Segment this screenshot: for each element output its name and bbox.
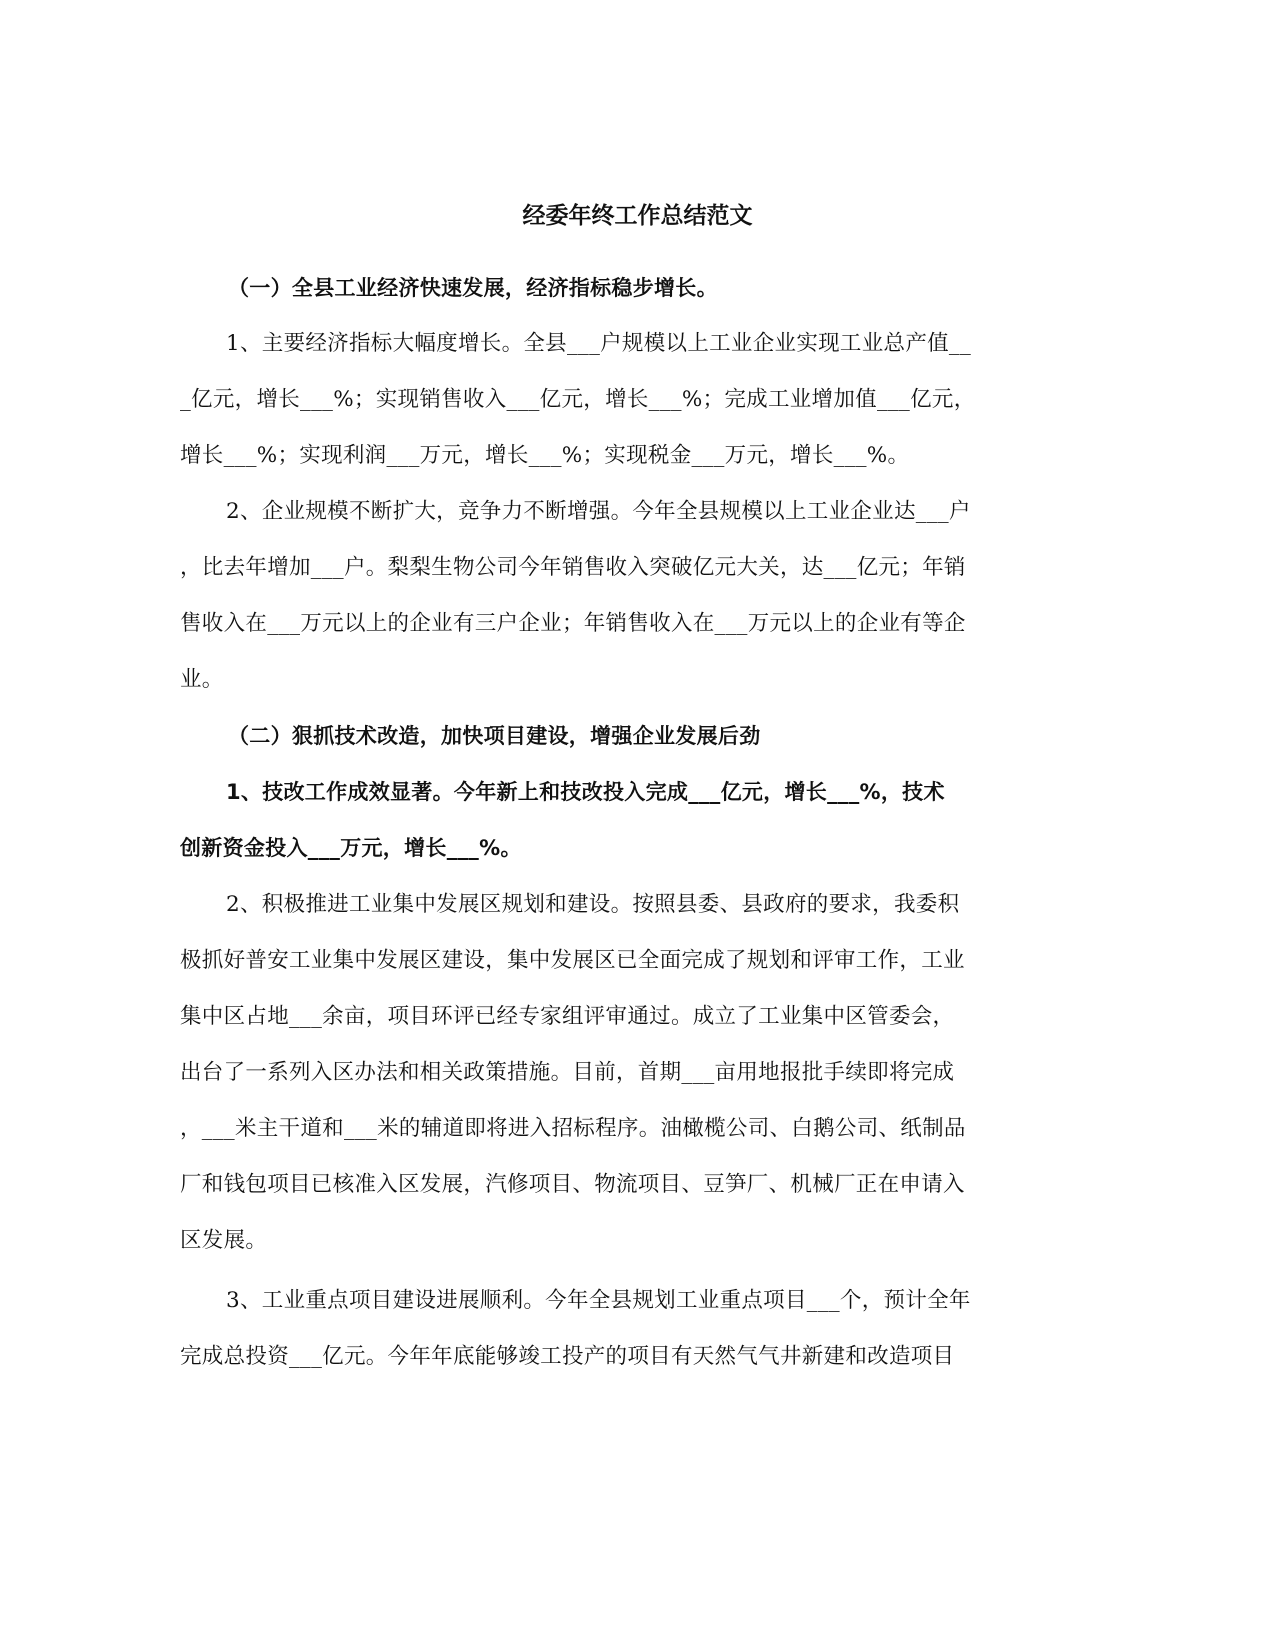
paragraph-line-bold: 1、技改工作成效显著。今年新上和技改投入完成___亿元，增长___%，技术: [226, 780, 945, 804]
paragraph-line: 业。: [180, 667, 224, 692]
document-title: 经委年终工作总结范文: [522, 202, 753, 229]
paragraph-line: 3、工业重点项目建设进展顺利。今年全县规划工业重点项目___个，预计全年: [226, 1288, 971, 1313]
paragraph-line: 1、主要经济指标大幅度增长。全县___户规模以上工业企业实现工业总产值__: [226, 331, 972, 356]
paragraph-line: 厂和钱包项目已核准入区发展，汽修项目、物流项目、豆笋厂、机械厂正在申请入: [180, 1172, 965, 1197]
paragraph-line: 2、企业规模不断扩大，竞争力不断增强。今年全县规模以上工业企业达___户: [226, 499, 971, 524]
paragraph-line-bold: 创新资金投入___万元，增长___%。: [180, 836, 522, 860]
paragraph-line: 极抓好普安工业集中发展区建设，集中发展区已全面完成了规划和评审工作，工业: [180, 948, 965, 973]
paragraph-line: 区发展。: [180, 1228, 268, 1253]
paragraph-line: 出台了一系列入区办法和相关政策措施。目前，首期___亩用地报批手续即将完成: [180, 1060, 955, 1085]
paragraph-line: 增长___%；实现利润___万元，增长___%；实现税金___万元，增长___%。: [180, 443, 910, 468]
section-heading-2: （二）狠抓技术改造，加快项目建设，增强企业发展后劲: [228, 724, 761, 748]
paragraph-line: _亿元，增长___%；实现销售收入___亿元，增长___%；完成工业增加值___亿元，: [180, 387, 976, 412]
paragraph-line: ，比去年增加___户。梨梨生物公司今年销售收入突破亿元大关，达___亿元；年销: [180, 555, 966, 580]
section-heading-1: （一）全县工业经济快速发展，经济指标稳步增长。: [228, 276, 718, 300]
paragraph-line: 集中区占地___余亩，项目环评已经专家组评审通过。成立了工业集中区管委会，: [180, 1004, 955, 1029]
paragraph-line: 2、积极推进工业集中发展区规划和建设。按照县委、县政府的要求，我委积: [226, 892, 960, 917]
paragraph-line: ，___米主干道和___米的辅道即将进入招标程序。油橄榄公司、白鹅公司、纸制品: [180, 1116, 966, 1141]
paragraph-line: 完成总投资___亿元。今年年底能够竣工投产的项目有天然气气井新建和改造项目: [180, 1344, 955, 1369]
paragraph-line: 售收入在___万元以上的企业有三户企业；年销售收入在___万元以上的企业有等企: [180, 611, 966, 636]
